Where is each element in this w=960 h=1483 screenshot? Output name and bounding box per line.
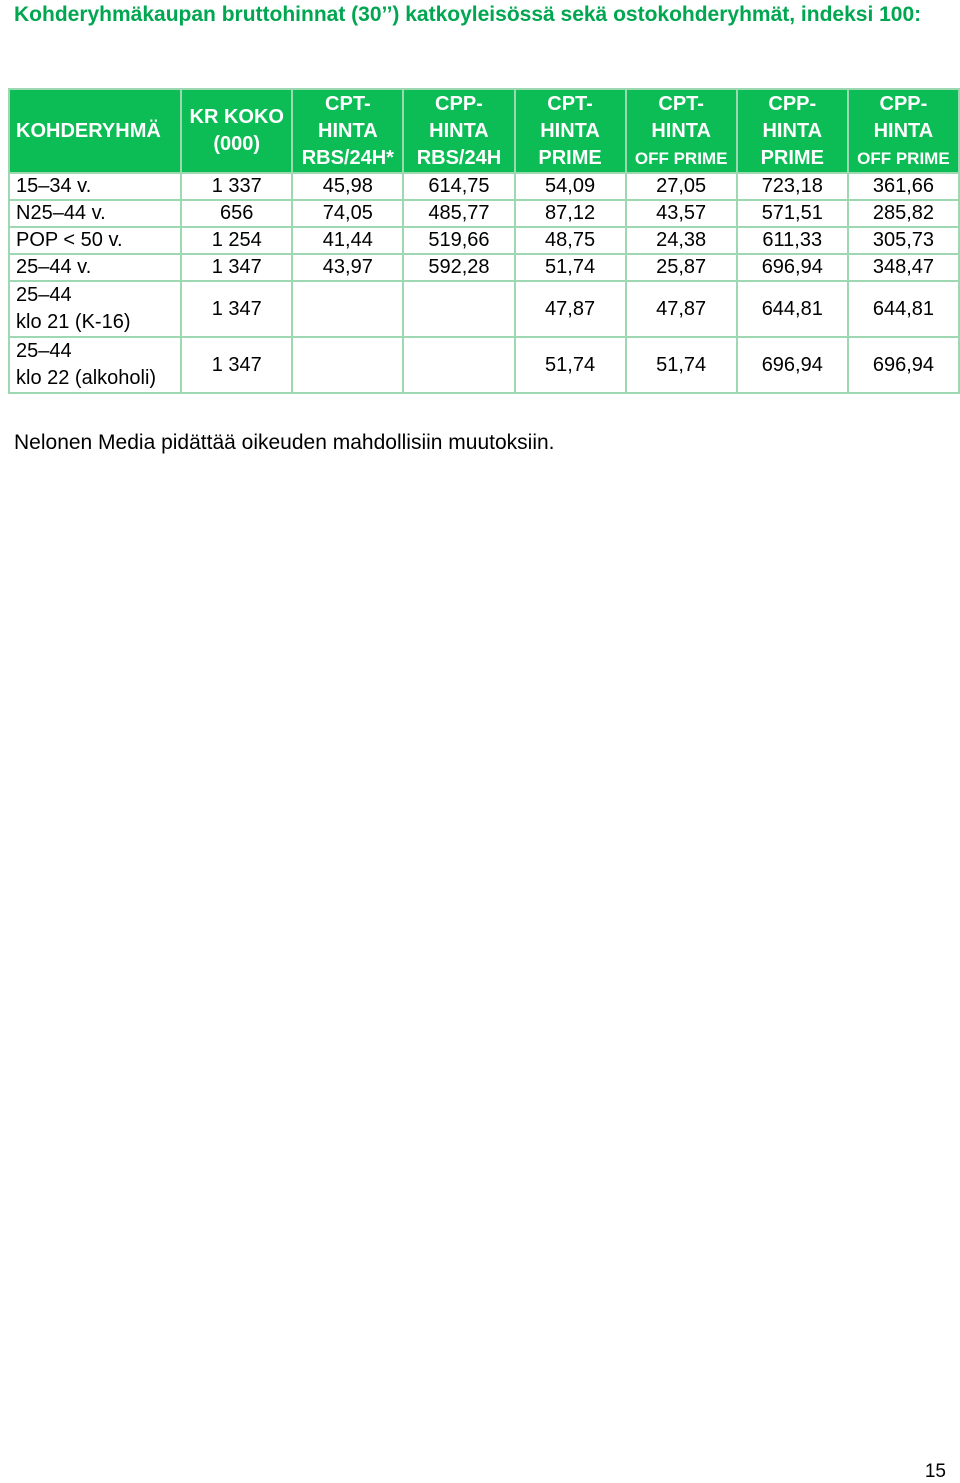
table-cell: 611,33: [737, 227, 848, 254]
table-cell: 485,77: [403, 200, 514, 227]
column-header: [181, 89, 292, 173]
table-cell: 1 337: [181, 173, 292, 200]
table-cell: 644,81: [737, 281, 848, 337]
table-cell: 285,82: [848, 200, 959, 227]
column-header-line: RBS/24H: [416, 146, 502, 169]
table-cell: 54,09: [515, 173, 626, 200]
row-label-line: klo 21 (K-16): [16, 311, 131, 333]
table-cell: 43,97: [292, 254, 403, 281]
table-cell: 27,05: [626, 173, 737, 200]
column-header-line: RBS/24H*: [301, 146, 394, 169]
table-cell: 48,75: [515, 227, 626, 254]
table-cell: 305,73: [848, 227, 959, 254]
column-header-line: HINTA: [429, 119, 489, 142]
column-header-line: CPT-: [547, 92, 593, 115]
table-row: [9, 254, 959, 281]
table-cell: 1 347: [181, 254, 292, 281]
row-label-line: klo 22 (alkoholi): [16, 367, 157, 389]
column-header-line: HINTA: [540, 119, 600, 142]
table-cell: [403, 337, 514, 393]
table-cell: 361,66: [848, 173, 959, 200]
column-header-line: HINTA: [762, 119, 823, 142]
table-cell: 656: [181, 200, 292, 227]
row-label-line: 25‒44: [16, 284, 72, 306]
table-cell: [292, 337, 403, 393]
column-header-line: KOHDERYHMÄ: [16, 119, 161, 142]
table-row: [9, 337, 959, 393]
column-header-line: PRIME: [538, 146, 602, 169]
column-header: [626, 89, 737, 173]
row-label: [9, 200, 181, 227]
row-label: [9, 281, 181, 337]
price-table: [8, 88, 960, 394]
column-header-line: CPP-: [768, 92, 817, 115]
column-header: [9, 89, 181, 173]
table-cell: 45,98: [292, 173, 403, 200]
row-label: [9, 337, 181, 393]
column-header-line: HINTA: [318, 119, 378, 142]
column-header-line: PRIME: [760, 146, 824, 169]
table-cell: 696,94: [737, 254, 848, 281]
column-header: [292, 89, 403, 173]
row-label-line: 25‒44 v.: [16, 256, 92, 278]
row-label: [9, 227, 181, 254]
table-cell: 51,74: [626, 337, 737, 393]
table-cell: 614,75: [403, 173, 514, 200]
table-row: [9, 173, 959, 200]
table-cell: 519,66: [403, 227, 514, 254]
column-header-line: (000): [213, 133, 261, 155]
table-cell: 74,05: [292, 200, 403, 227]
row-label: [9, 254, 181, 281]
column-header: [737, 89, 848, 173]
table-cell: 1 347: [181, 281, 292, 337]
table-cell: 696,94: [737, 337, 848, 393]
row-label: [9, 173, 181, 200]
table-cell: 51,74: [515, 337, 626, 393]
table-cell: 87,12: [515, 200, 626, 227]
row-label-line: N25‒44 v.: [16, 202, 106, 224]
row-label-line: 15‒34 v.: [16, 175, 92, 197]
table-cell: 644,81: [848, 281, 959, 337]
column-header-line: CPP-: [435, 92, 483, 115]
table-cell: 24,38: [626, 227, 737, 254]
table-cell: 47,87: [626, 281, 737, 337]
column-header-line: HINTA: [873, 119, 934, 142]
table-cell: 571,51: [737, 200, 848, 227]
table-cell: 47,87: [515, 281, 626, 337]
footnote: Nelonen Media pidättää oikeuden mahdollisiin muutoksiin.: [14, 431, 555, 454]
price-table-body: [9, 173, 959, 393]
column-header-line: OFF PRIME: [634, 148, 728, 168]
table-cell: 51,74: [515, 254, 626, 281]
column-header: [515, 89, 626, 173]
table-cell: 43,57: [626, 200, 737, 227]
column-header-line: KR KOKO: [189, 106, 284, 128]
table-cell: 1 254: [181, 227, 292, 254]
price-table-header: [9, 89, 959, 173]
row-label-line: 25‒44: [16, 340, 72, 362]
table-cell: 696,94: [848, 337, 959, 393]
column-header: [403, 89, 514, 173]
table-cell: 25,87: [626, 254, 737, 281]
table-cell: 348,47: [848, 254, 959, 281]
table-cell: [403, 281, 514, 337]
table-cell: 723,18: [737, 173, 848, 200]
column-header: [848, 89, 959, 173]
header-row: [9, 89, 959, 173]
column-header-line: CPT-: [658, 92, 704, 115]
table-cell: [292, 281, 403, 337]
table-cell: 1 347: [181, 337, 292, 393]
table-cell: 41,44: [292, 227, 403, 254]
row-label-line: POP < 50 v.: [16, 229, 123, 251]
table-row: [9, 281, 959, 337]
table-row: [9, 227, 959, 254]
page-number: 15: [924, 1461, 946, 1482]
table-row: [9, 200, 959, 227]
column-header-line: CPT-: [325, 92, 371, 115]
table-cell: 592,28: [403, 254, 514, 281]
page-title: Kohderyhmäkaupan bruttohinnat (30’’) katkoyleisössä sekä ostokohderyhmät, indeksi 100:: [14, 3, 922, 26]
column-header-line: CPP-: [879, 92, 928, 115]
column-header-line: HINTA: [651, 119, 711, 142]
column-header-line: OFF PRIME: [857, 148, 950, 168]
